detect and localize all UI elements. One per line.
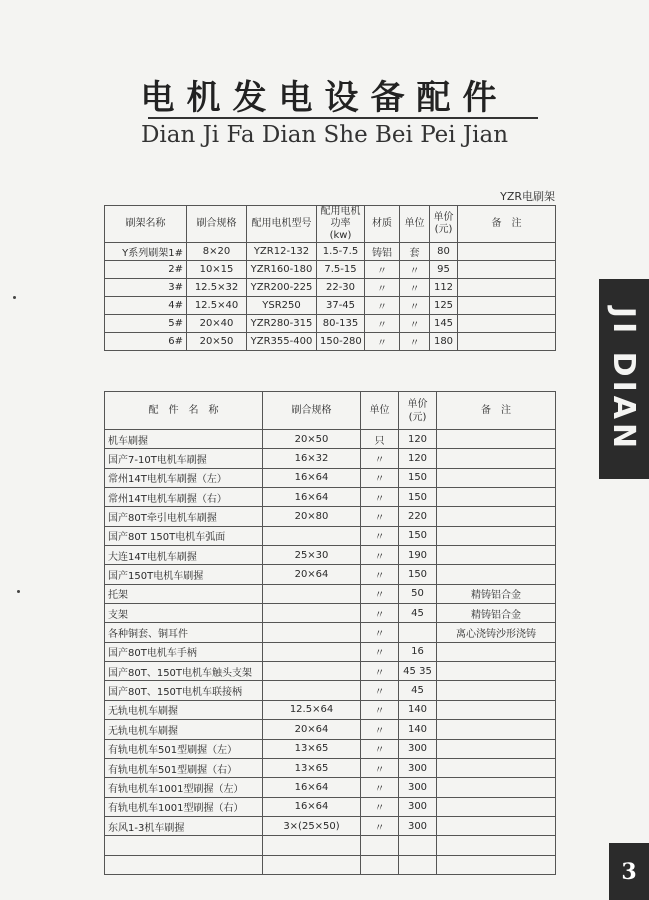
table-cell: 16×64: [263, 488, 361, 507]
table-cell: 50: [399, 584, 437, 603]
table-row: [105, 333, 556, 351]
column-header: 单位: [400, 206, 430, 243]
table-cell: 150-280: [317, 333, 365, 351]
item-name-cell: 国产80T、150T电机车触头支架: [105, 662, 263, 681]
column-header: 备 注: [458, 206, 556, 243]
table-cell: [263, 604, 361, 623]
table-cell: 190: [399, 546, 437, 565]
table-cell: [263, 526, 361, 545]
table-cell: 〃: [361, 681, 399, 700]
table-cell: 300: [399, 758, 437, 777]
table-cell: 〃: [361, 565, 399, 584]
table-cell: [399, 836, 437, 855]
table-cell: [458, 315, 556, 333]
parts-table: [104, 391, 556, 875]
table-cell: 150: [399, 565, 437, 584]
table-cell: 〃: [361, 546, 399, 565]
table-cell: 〃: [361, 642, 399, 661]
table-row: [105, 430, 556, 449]
table-cell: 8×20: [187, 243, 247, 261]
page-title: 电机发电设备配件: [140, 78, 509, 118]
item-name-cell: 无轨电机车刷握: [105, 720, 263, 739]
table-cell: YZR355-400: [247, 333, 317, 351]
table-cell: 〃: [361, 526, 399, 545]
table-header-row: [105, 206, 556, 243]
table-cell: 〃: [361, 739, 399, 758]
table-cell: 45: [399, 681, 437, 700]
table-cell: 〃: [400, 261, 430, 279]
table-row: [105, 739, 556, 758]
table-cell: 1.5-7.5: [317, 243, 365, 261]
table-cell: 12.5×32: [187, 279, 247, 297]
table-row: [105, 279, 556, 297]
table-cell: 80: [430, 243, 458, 261]
table-cell: [458, 279, 556, 297]
table-cell: 112: [430, 279, 458, 297]
table-cell: 120: [399, 430, 437, 449]
item-name-cell: 常州14T电机车刷握（右）: [105, 488, 263, 507]
table-cell: YZR280-315: [247, 315, 317, 333]
table-cell: [361, 836, 399, 855]
margin-dot: [13, 296, 16, 299]
column-header: 配用电机功率(kw): [317, 206, 365, 243]
table-cell: [263, 836, 361, 855]
table-cell: [437, 816, 556, 835]
table-cell: 13×65: [263, 758, 361, 777]
table-cell: 140: [399, 700, 437, 719]
table-cell: [437, 797, 556, 816]
table-cell: [437, 720, 556, 739]
table-cell: [263, 584, 361, 603]
table-cell: [437, 758, 556, 777]
item-name-cell: 国产7-10T电机车刷握: [105, 449, 263, 468]
table-cell: 180: [430, 333, 458, 351]
table-cell: 〃: [400, 333, 430, 351]
table-row: [105, 836, 556, 855]
table-row: [105, 315, 556, 333]
table-cell: 〃: [361, 449, 399, 468]
table-cell: 80-135: [317, 315, 365, 333]
table-cell: 20×40: [187, 315, 247, 333]
table-cell: 〃: [361, 816, 399, 835]
item-name-cell: 机车刷握: [105, 430, 263, 449]
table-cell: 〃: [361, 488, 399, 507]
table-row: [105, 778, 556, 797]
table-cell: [263, 662, 361, 681]
item-name-cell: 有轨电机车1001型刷握（左）: [105, 778, 263, 797]
table-cell: 〃: [361, 662, 399, 681]
item-name-cell: 国产80T牵引电机车刷握: [105, 507, 263, 526]
column-header: 配用电机型号: [247, 206, 317, 243]
table-row: [105, 526, 556, 545]
table-cell: 150: [399, 488, 437, 507]
table-cell: 16×64: [263, 468, 361, 487]
table-cell: [458, 261, 556, 279]
table-cell: 300: [399, 778, 437, 797]
item-name-cell: 国产80T 150T电机车弧面: [105, 526, 263, 545]
table-header-row: [105, 392, 556, 430]
table-cell: YZR200-225: [247, 279, 317, 297]
table-cell: 12.5×64: [263, 700, 361, 719]
table-cell: [458, 243, 556, 261]
table-cell: 精铸铝合金: [437, 584, 556, 603]
table-cell: 140: [399, 720, 437, 739]
item-name-cell: 各种铜套、铜耳件: [105, 623, 263, 642]
table-row: [105, 584, 556, 603]
table-row: [105, 297, 556, 315]
item-name-cell: 4#: [105, 297, 187, 315]
title-divider: [148, 117, 538, 119]
table1-caption: YZR电刷架: [500, 190, 555, 203]
item-name-cell: 常州14T电机车刷握（左）: [105, 468, 263, 487]
column-header: 单位: [361, 392, 399, 430]
table-row: [105, 623, 556, 642]
table-cell: 20×50: [187, 333, 247, 351]
table-cell: 25×30: [263, 546, 361, 565]
table-cell: [437, 739, 556, 758]
column-header: 配 件 名 称: [105, 392, 263, 430]
table-cell: 〃: [361, 507, 399, 526]
table-cell: YZR160-180: [247, 261, 317, 279]
table-cell: 16×32: [263, 449, 361, 468]
table-cell: [437, 546, 556, 565]
table-cell: [263, 681, 361, 700]
item-name-cell: 托架: [105, 584, 263, 603]
column-header: 刷合规格: [187, 206, 247, 243]
table-cell: [458, 333, 556, 351]
table-cell: 300: [399, 797, 437, 816]
table-cell: 〃: [365, 297, 400, 315]
table-cell: 45: [399, 604, 437, 623]
table-cell: 铸铝: [365, 243, 400, 261]
table-cell: 〃: [365, 315, 400, 333]
item-name-cell: [105, 855, 263, 874]
table-cell: 16×64: [263, 797, 361, 816]
page-number: 3: [609, 843, 649, 900]
table-cell: 〃: [400, 315, 430, 333]
table-cell: 〃: [361, 604, 399, 623]
item-name-cell: 有轨电机车501型刷握（左）: [105, 739, 263, 758]
table-cell: 22-30: [317, 279, 365, 297]
table-cell: 120: [399, 449, 437, 468]
table-cell: 〃: [365, 261, 400, 279]
table-cell: 离心浇铸沙形浇铸: [437, 623, 556, 642]
table-cell: 13×65: [263, 739, 361, 758]
table-row: [105, 243, 556, 261]
table-cell: 〃: [361, 700, 399, 719]
table-row: [105, 604, 556, 623]
table-row: [105, 488, 556, 507]
table-cell: [437, 507, 556, 526]
item-name-cell: 无轨电机车刷握: [105, 700, 263, 719]
column-header: 备 注: [437, 392, 556, 430]
item-name-cell: 国产150T电机车刷握: [105, 565, 263, 584]
table-cell: [458, 297, 556, 315]
table-cell: [263, 855, 361, 874]
table-cell: [437, 662, 556, 681]
table-cell: 150: [399, 468, 437, 487]
table-cell: [437, 565, 556, 584]
table-cell: 12.5×40: [187, 297, 247, 315]
item-name-cell: 2#: [105, 261, 187, 279]
item-name-cell: 支架: [105, 604, 263, 623]
table-cell: [437, 526, 556, 545]
table-cell: 〃: [361, 720, 399, 739]
column-header: 刷合规格: [263, 392, 361, 430]
table-cell: [437, 642, 556, 661]
table-cell: 〃: [361, 778, 399, 797]
table-cell: 〃: [400, 297, 430, 315]
table-row: [105, 468, 556, 487]
item-name-cell: 国产80T、150T电机车联接柄: [105, 681, 263, 700]
item-name-cell: [105, 836, 263, 855]
table-cell: [263, 623, 361, 642]
table-cell: 150: [399, 526, 437, 545]
table-cell: 3×(25×50): [263, 816, 361, 835]
column-header: 单价(元): [430, 206, 458, 243]
table-cell: 20×64: [263, 565, 361, 584]
table-row: [105, 449, 556, 468]
item-name-cell: Y系列刷架1#: [105, 243, 187, 261]
table-row: [105, 642, 556, 661]
table-row: [105, 700, 556, 719]
table-cell: [263, 642, 361, 661]
table-cell: [437, 488, 556, 507]
table-cell: 45 35: [399, 662, 437, 681]
column-header: 材质: [365, 206, 400, 243]
table-cell: 精铸铝合金: [437, 604, 556, 623]
table-cell: 220: [399, 507, 437, 526]
table-cell: 〃: [365, 333, 400, 351]
table-cell: 7.5-15: [317, 261, 365, 279]
table-cell: [437, 449, 556, 468]
table-cell: 〃: [365, 279, 400, 297]
table-cell: [437, 681, 556, 700]
item-name-cell: 有轨电机车501型刷握（右）: [105, 758, 263, 777]
table-cell: [361, 855, 399, 874]
item-name-cell: 国产80T电机车手柄: [105, 642, 263, 661]
item-name-cell: 东风1-3机车刷握: [105, 816, 263, 835]
table-cell: 20×50: [263, 430, 361, 449]
item-name-cell: 3#: [105, 279, 187, 297]
table-row: [105, 565, 556, 584]
table-cell: 95: [430, 261, 458, 279]
item-name-cell: 有轨电机车1001型刷握（右）: [105, 797, 263, 816]
table-row: [105, 681, 556, 700]
table-cell: 125: [430, 297, 458, 315]
table-cell: 只: [361, 430, 399, 449]
item-name-cell: 5#: [105, 315, 187, 333]
brush-holder-table: [104, 205, 556, 351]
table-cell: YSR250: [247, 297, 317, 315]
table-cell: 300: [399, 816, 437, 835]
table-cell: [399, 623, 437, 642]
column-header: 刷架名称: [105, 206, 187, 243]
table-cell: 〃: [361, 797, 399, 816]
table-row: [105, 261, 556, 279]
table-cell: 37-45: [317, 297, 365, 315]
table-cell: 145: [430, 315, 458, 333]
table-cell: 16: [399, 642, 437, 661]
table-row: [105, 662, 556, 681]
page-subtitle: Dian Ji Fa Dian She Bei Pei Jian: [140, 122, 509, 148]
table-cell: [437, 700, 556, 719]
table-cell: 套: [400, 243, 430, 261]
section-side-tab: [599, 279, 649, 479]
table-cell: 〃: [361, 584, 399, 603]
table-cell: [437, 468, 556, 487]
table-cell: 10×15: [187, 261, 247, 279]
table-cell: 16×64: [263, 778, 361, 797]
table-cell: [437, 430, 556, 449]
table-row: [105, 797, 556, 816]
table-row: [105, 546, 556, 565]
table-cell: YZR12-132: [247, 243, 317, 261]
table-cell: 〃: [400, 279, 430, 297]
table-row: [105, 855, 556, 874]
table-row: [105, 507, 556, 526]
table-cell: 〃: [361, 758, 399, 777]
table-cell: [437, 778, 556, 797]
table-cell: [399, 855, 437, 874]
item-name-cell: 大连14T电机车刷握: [105, 546, 263, 565]
column-header: 单价(元): [399, 392, 437, 430]
item-name-cell: 6#: [105, 333, 187, 351]
table-row: [105, 758, 556, 777]
table-row: [105, 816, 556, 835]
table-cell: 20×80: [263, 507, 361, 526]
table-row: [105, 720, 556, 739]
table-cell: 〃: [361, 623, 399, 642]
margin-dot: [17, 590, 20, 593]
table-cell: [437, 836, 556, 855]
table-cell: 20×64: [263, 720, 361, 739]
table-cell: 〃: [361, 468, 399, 487]
table-cell: 300: [399, 739, 437, 758]
table-cell: [437, 855, 556, 874]
side-tab-label: JI DIAN: [606, 306, 642, 452]
